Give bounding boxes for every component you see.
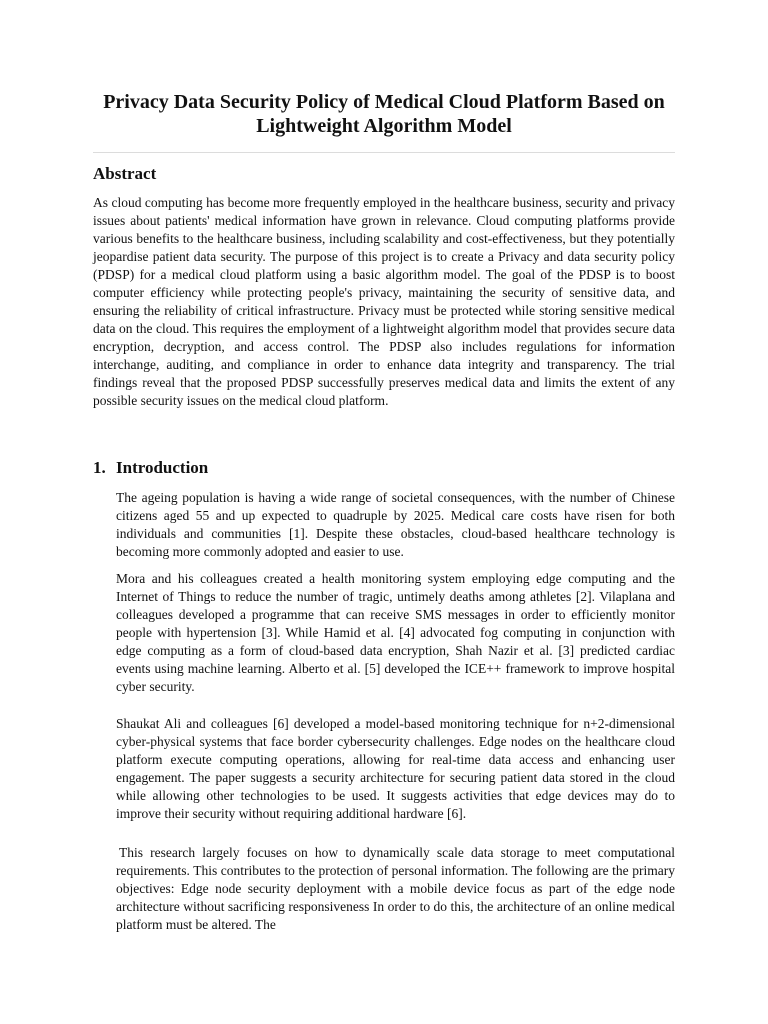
introduction-heading — [93, 458, 208, 478]
section-title: Introduction — [116, 458, 209, 477]
introduction-paragraph: Mora and his colleagues created a health monitoring system employing edge computing and the Internet of Things to reduce the number of tragic, untimely deaths among athletes [2]. Vilaplana and colleagues developed a programme that can receive SMS messages in order to efficiently monitor people with hypertension [3]. While Hamid et al. [4] advocated fog computing in conjunction with edge computing as a form of cloud-based data encryption, Shah Nazir et al. [3] predicted cardiac events using machine learning. Alberto et al. [5] developed the ICE++ framework to improve hospital cyber security. — [116, 571, 675, 694]
title-divider — [93, 152, 675, 153]
abstract-heading: Abstract — [93, 164, 157, 183]
abstract-text: As cloud computing has become more frequently employed in the healthcare business, security and privacy issues about patients' medical information have grown in relevance. Cloud computing platforms provide various benefits to the healthcare business, including scalability and cost-effectiveness, but they potentially jeopardise patient data security. The purpose of this project is to create a Privacy and data security policy (PDSP) for a medical cloud platform using a basic algorithm model. The goal of the PDSP is to boost computer efficiency while protecting people's privacy, maintaining the security of sensitive data, and ensuring the reliability of critical infrastructure. Privacy must be protected while storing sensitive medical data on the cloud. This requires the employment of a lightweight algorithm model that provides secure data encryption, decryption, and access control. The PDSP also includes regulations for information interchange, auditing, and compliance in order to enhance data integrity and transparency. The trial findings reveal that the proposed PDSP successfully preserves medical data and limits the extent of any possible security issues on the medical cloud platform. — [93, 195, 675, 408]
paper-title: Privacy Data Security Policy of Medical Cloud Platform Based on Lightweight Algorithm Model — [103, 91, 665, 137]
introduction-paragraph: The ageing population is having a wide range of societal consequences, with the number of Chinese citizens aged 55 and up expected to quadruple by 2025. Medical care costs have risen for both individuals and communities [1]. Despite these obstacles, cloud-based healthcare technology is becoming more commonly adopted and easier to use. — [116, 490, 675, 559]
section-number: 1. — [93, 458, 106, 477]
introduction-paragraph: Shaukat Ali and colleagues [6] developed a model-based monitoring technique for n+2-dimensional cyber-physical systems that face border cybersecurity challenges. Edge nodes on the healthcare cloud platform execute computing operations, allowing for real-time data access and enhancing user engagement. The paper suggests a security architecture for securing patient data stored in the cloud while allowing other technologies to be used. It suggests activities that edge devices may do to improve their security without requiring additional hardware [6]. — [116, 716, 675, 821]
introduction-paragraph: This research largely focuses on how to dynamically scale data storage to meet computational requirements. This contributes to the protection of personal information. The following are the primary objectives: Edge node security deployment with a mobile device focus as part of the edge node architecture without sacrificing responsiveness In order to do this, the architecture of an online medical platform must be altered. The — [116, 845, 675, 932]
